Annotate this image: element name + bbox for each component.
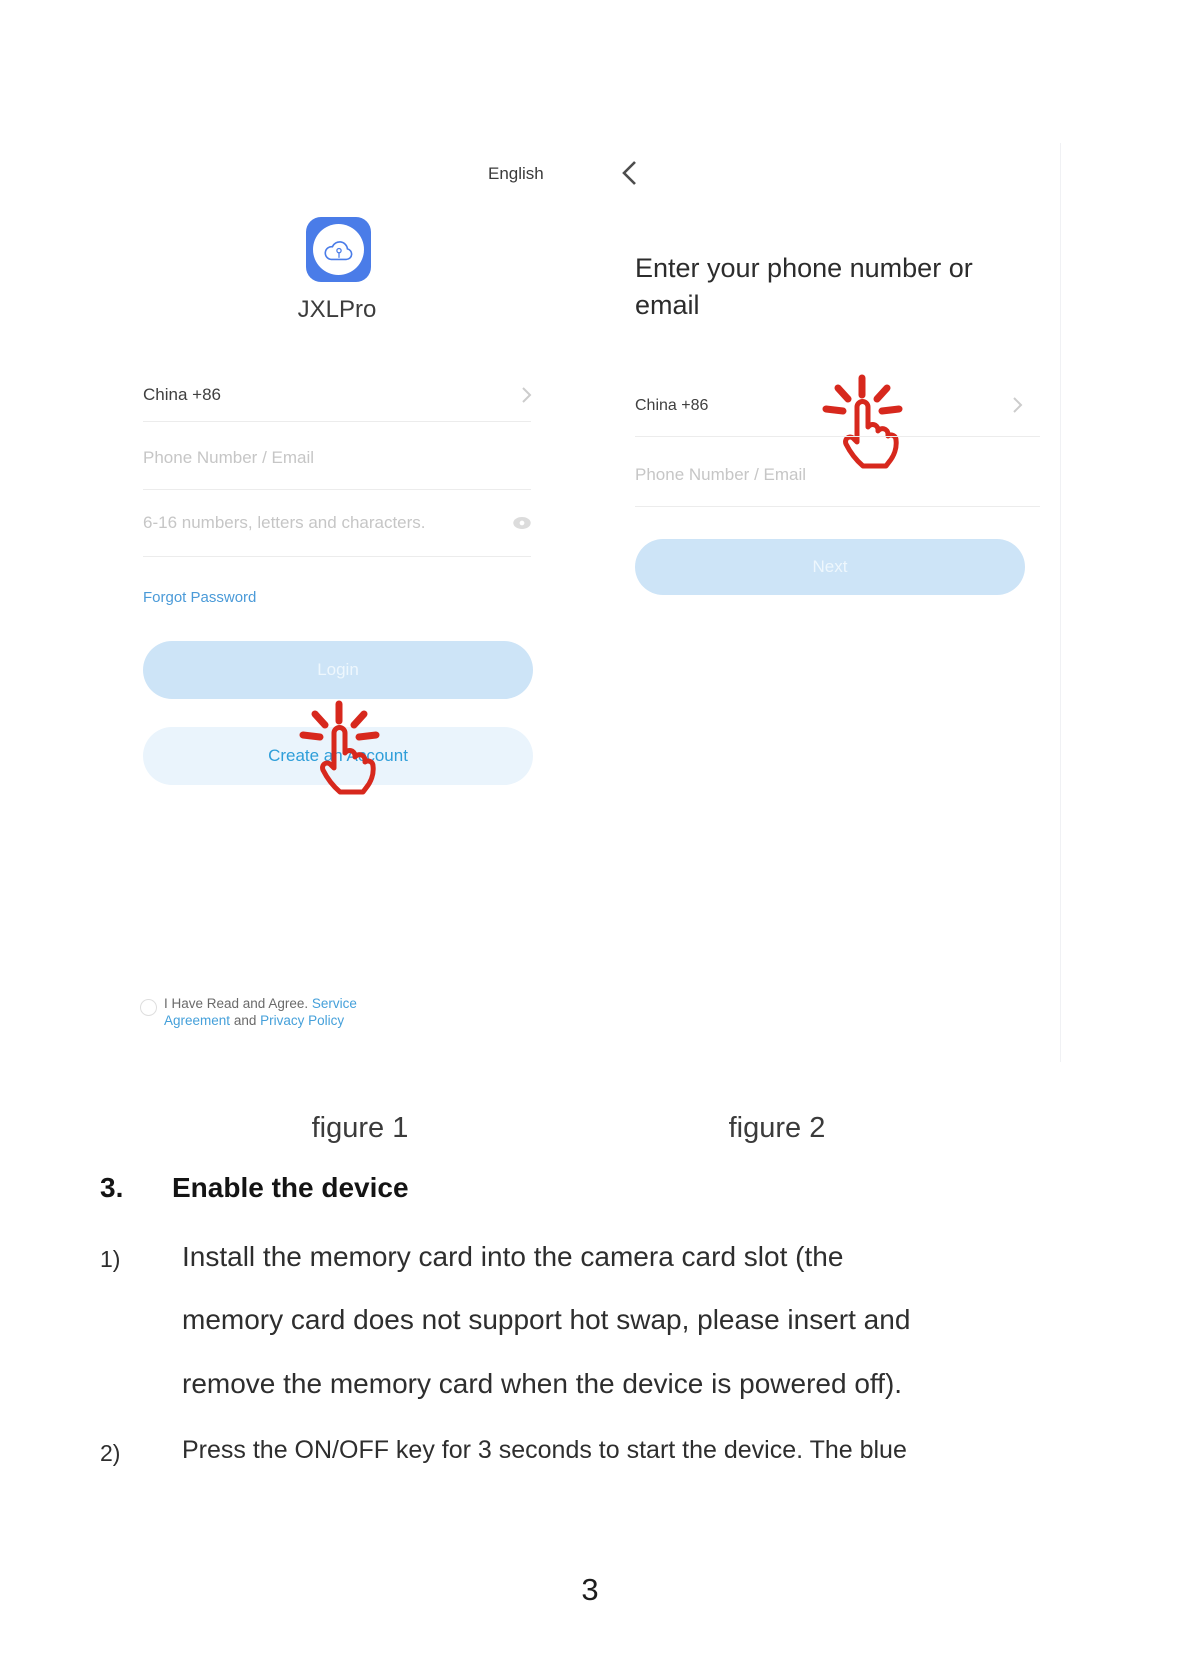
section-title: Enable the device [172, 1172, 409, 1203]
service-agreement-link[interactable]: Service [311, 996, 357, 1011]
forgot-password-link[interactable]: Forgot Password [143, 589, 257, 606]
app-logo-circle [313, 224, 364, 275]
app-logo [306, 217, 371, 282]
instruction-line: Install the memory card into the camera card slot (the [182, 1241, 844, 1272]
cloud-icon [319, 233, 359, 267]
agreement-text [164, 995, 357, 1029]
country-label: China +86 [143, 385, 221, 404]
country-selector-fig2[interactable] [635, 393, 1025, 419]
language-selector[interactable]: English [488, 164, 544, 183]
password-input[interactable]: 6-16 numbers, letters and characters. [143, 513, 426, 532]
figure2-caption: figure 2 [728, 1112, 826, 1144]
eye-icon[interactable] [511, 515, 533, 531]
next-button[interactable]: Next [635, 539, 1025, 595]
phone-email-input-fig2[interactable]: Phone Number / Email [635, 465, 807, 484]
chevron-right-icon [519, 385, 533, 405]
country-label: China +86 [635, 397, 709, 414]
app-name: JXLPro [297, 296, 377, 323]
instruction-line: remove the memory card when the device is powered off). [182, 1368, 903, 1399]
login-button[interactable]: Login [143, 641, 533, 699]
agreement-row [140, 995, 420, 1029]
chevron-right-icon [1010, 395, 1024, 415]
divider [143, 489, 531, 490]
country-selector[interactable] [143, 382, 533, 408]
divider [635, 506, 1040, 507]
agreement-prefix: I Have Read and Agree. [164, 996, 309, 1011]
instruction-line: Press the ON/OFF key for 3 seconds to start the device. The blue [182, 1436, 907, 1464]
section-number: 3. [100, 1172, 124, 1203]
divider [635, 436, 1040, 437]
phone-email-input[interactable]: Phone Number / Email [143, 448, 315, 467]
figure1-caption: figure 1 [311, 1112, 409, 1144]
create-account-button[interactable]: Create an Account [143, 727, 533, 785]
list-marker-1: 1) [100, 1246, 121, 1272]
tap-gesture-icon [816, 371, 908, 477]
screenshot-border [1060, 143, 1061, 1062]
list-marker-2: 2) [100, 1440, 121, 1466]
fig2-heading: Enter your phone number or email [635, 253, 973, 320]
back-chevron-icon[interactable] [618, 158, 640, 188]
divider [143, 421, 531, 422]
page-number: 3 [581, 1572, 599, 1607]
privacy-policy-link[interactable]: Privacy Policy [260, 1013, 345, 1028]
agreement-checkbox[interactable] [140, 999, 157, 1016]
divider [143, 556, 531, 557]
service-agreement-link[interactable]: Agreement [164, 1013, 231, 1028]
instruction-line: memory card does not support hot swap, please insert and [182, 1304, 911, 1335]
agreement-conjunction: and [233, 1013, 257, 1028]
